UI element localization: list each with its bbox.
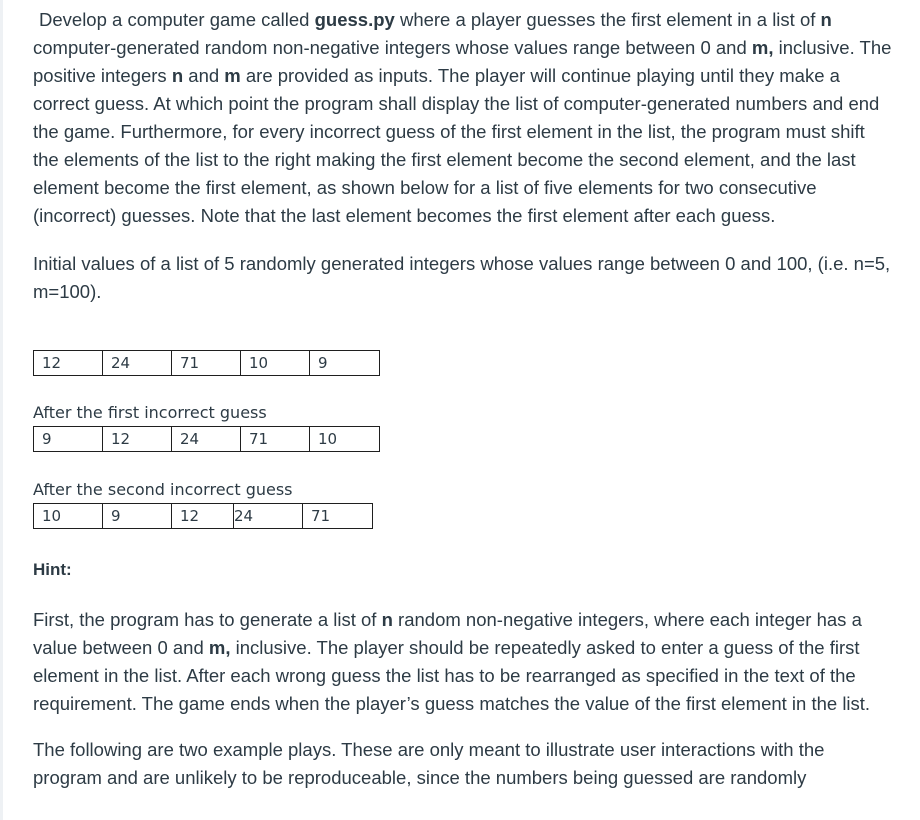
list-cell: 10 bbox=[34, 504, 103, 529]
list-cell: 12 bbox=[103, 427, 172, 452]
list-cell: 71 bbox=[303, 504, 373, 529]
table-row bbox=[34, 504, 373, 529]
list-cell: 71 bbox=[172, 351, 241, 376]
intro-text: where a player guesses the first element in a list of bbox=[394, 9, 821, 30]
intro-text: inclusive. The positive integers bbox=[33, 37, 892, 86]
list-cell: 24 bbox=[234, 504, 303, 529]
intro-paragraph bbox=[33, 6, 893, 230]
hint-text-part: inclusive. The player should be repeatedly asked to enter a guess of the first element in the list. After each wrong guess the list has to be rearranged as specified in the text of the requirement. The game ends when the player’s guess matches the value of the first element in the list. bbox=[33, 637, 871, 714]
list-cell: 9 bbox=[310, 351, 380, 376]
list-cell: 10 bbox=[241, 351, 310, 376]
examples-paragraph: The following are two example plays. These are only meant to illustrate user interactions with the program and are unlikely to be reproduceable, since the numbers being guessed are randomly bbox=[33, 739, 825, 788]
table-row bbox=[34, 351, 380, 376]
list-cell: 12 bbox=[34, 351, 103, 376]
hint-text-part: random non-negative integers, where each integer has a value between 0 and bbox=[33, 609, 862, 658]
intro-text: computer-generated random non-negative integers whose values range between 0 and bbox=[33, 37, 752, 58]
list-table-first-guess bbox=[33, 426, 380, 452]
filename: guess.py bbox=[314, 9, 395, 30]
list-table-second-guess bbox=[33, 503, 373, 529]
var-n: n bbox=[171, 65, 184, 86]
var-n: n bbox=[820, 9, 832, 30]
hint-heading: Hint: bbox=[33, 560, 72, 579]
list-cell: 9 bbox=[34, 427, 103, 452]
list-cell: 24 bbox=[103, 351, 172, 376]
var-m: m, bbox=[208, 637, 231, 658]
intro-text: are provided as inputs. The player will continue playing until they make a correct guess. At which point the program shall display the list of computer-generated numbers and end the game. Furthermore, for every incorrect guess of the first element in the list, the program must shift the elements of the list to the right making the first element become the second element, and the last element become the first element, as shown below for a list of five elements for two consecutive (incorrect) guesses. Note that the last element becomes the first element after each guess. bbox=[33, 65, 880, 226]
list-cell: 71 bbox=[241, 427, 310, 452]
intro-text: and bbox=[183, 65, 225, 86]
table-row bbox=[34, 427, 380, 452]
list-cell: 9 bbox=[103, 504, 172, 529]
second-guess-caption: After the second incorrect guess bbox=[33, 480, 293, 499]
list-table-initial bbox=[33, 350, 380, 376]
list-cell: 12 bbox=[172, 504, 234, 529]
hint-text-part: First, the program has to generate a list of bbox=[33, 609, 382, 630]
intro-text: Develop a computer game called bbox=[39, 9, 315, 30]
var-m: m, bbox=[751, 37, 774, 58]
assignment-text bbox=[33, 6, 893, 306]
first-guess-caption: After the first incorrect guess bbox=[33, 403, 267, 422]
var-m: m bbox=[224, 65, 241, 86]
initial-values-paragraph: Initial values of a list of 5 randomly generated integers whose values range between 0 and 100, (i.e. n=5, m=100). bbox=[33, 253, 891, 302]
hint-text bbox=[33, 606, 893, 792]
var-n: n bbox=[381, 609, 393, 630]
hint-paragraph bbox=[33, 606, 893, 718]
left-edge-strip bbox=[0, 0, 3, 820]
list-cell: 24 bbox=[172, 427, 241, 452]
list-cell: 10 bbox=[310, 427, 380, 452]
